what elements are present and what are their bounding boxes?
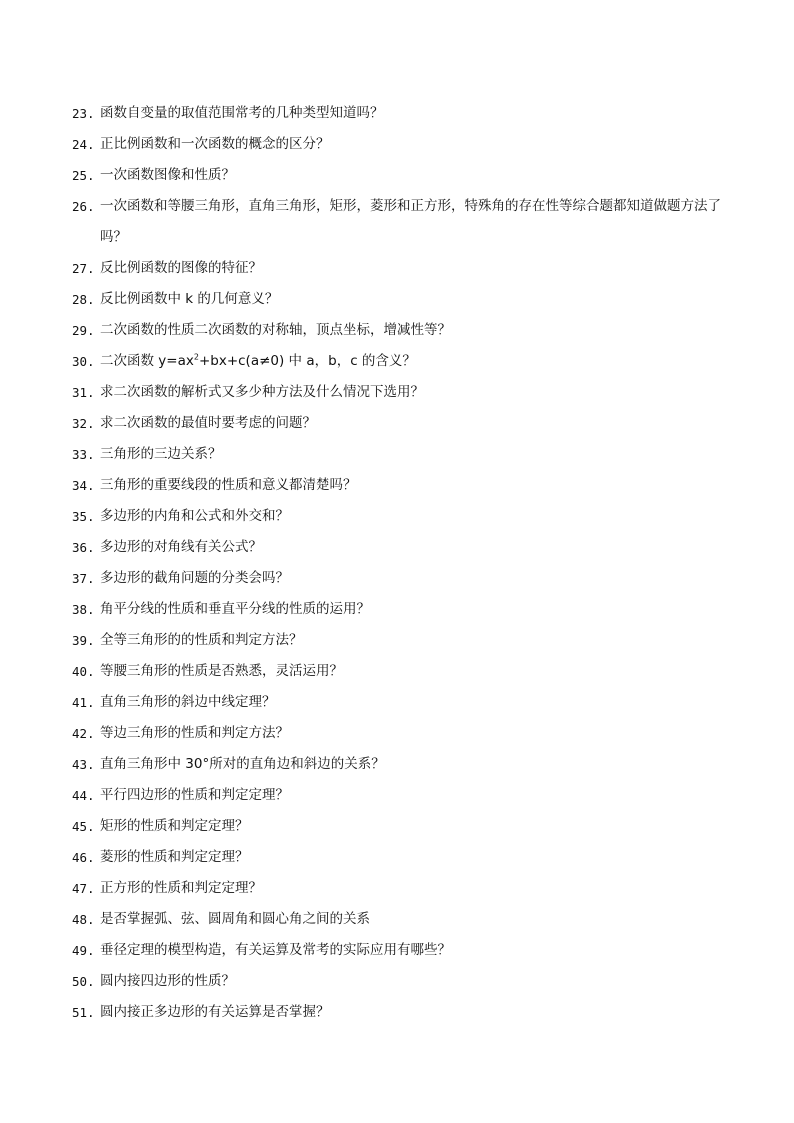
list-item [72, 346, 732, 377]
item-number: 47. [72, 881, 95, 896]
item-text: 多边形的对角线有关公式？ [100, 539, 262, 555]
item-number: 29. [72, 323, 95, 338]
list-item [72, 191, 732, 253]
item-number: 46. [72, 850, 95, 865]
item-text: 三角形的三边关系？ [100, 446, 222, 462]
item-text: 直角三角形中 30°所对的直角边和斜边的关系？ [100, 756, 385, 772]
item-text [100, 346, 732, 377]
list-item [72, 873, 732, 904]
list-item [72, 284, 732, 315]
list-item [72, 253, 732, 284]
exponent: 2 [193, 352, 199, 362]
list-item [72, 470, 732, 501]
item-number: 44. [72, 788, 95, 803]
item-text: 圆内接正多边形的有关运算是否掌握？ [100, 1004, 330, 1020]
item-number: 49. [72, 943, 95, 958]
item-number: 34. [72, 478, 95, 493]
list-item [72, 594, 732, 625]
item-number: 45. [72, 819, 95, 834]
item-number: 27. [72, 261, 95, 276]
item-text: 正比例函数和一次函数的概念的区分？ [100, 136, 330, 152]
list-item [72, 749, 732, 780]
item-number: 51. [72, 1005, 95, 1020]
item-number: 23. [72, 106, 95, 121]
item-number: 41. [72, 695, 95, 710]
item-text: 等边三角形的性质和判定方法？ [100, 725, 289, 741]
list-item [72, 98, 732, 129]
item-text: 二次函数的性质二次函数的对称轴，顶点坐标，增减性等？ [100, 322, 451, 338]
item-text: 矩形的性质和判定定理？ [100, 818, 249, 834]
list-item [72, 377, 732, 408]
item-number: 28. [72, 292, 95, 307]
item-text: 角平分线的性质和垂直平分线的性质的运用？ [100, 601, 370, 617]
list-item [72, 315, 732, 346]
item-number: 39. [72, 633, 95, 648]
item-number: 31. [72, 385, 95, 400]
item-number: 30. [72, 354, 95, 369]
item-text: 多边形的截角问题的分类会吗？ [100, 570, 289, 586]
list-item [72, 997, 732, 1028]
item-text: 菱形的性质和判定定理？ [100, 849, 249, 865]
list-item [72, 935, 732, 966]
list-item [72, 842, 732, 873]
item-text: 垂径定理的模型构造，有关运算及常考的实际应用有哪些？ [100, 942, 451, 958]
question-list [72, 98, 732, 1028]
item-text: 一次函数和等腰三角形，直角三角形，矩形，菱形和正方形，特殊角的存在性等综合题都知道做题方法了吗？ [100, 198, 721, 245]
list-item [72, 687, 732, 718]
item-text: 求二次函数的解析式又多少种方法及什么情况下选用？ [100, 384, 424, 400]
item-number: 37. [72, 571, 95, 586]
item-text: 函数自变量的取值范围常考的几种类型知道吗？ [100, 105, 384, 121]
item-text-post: +bx+c(a≠0) 中 a，b，c 的含义？ [198, 353, 416, 369]
list-item [72, 718, 732, 749]
item-number: 48. [72, 912, 95, 927]
list-item [72, 563, 732, 594]
item-number: 32. [72, 416, 95, 431]
item-number: 24. [72, 137, 95, 152]
item-number: 43. [72, 757, 95, 772]
list-item [72, 966, 732, 997]
item-text: 平行四边形的性质和判定定理？ [100, 787, 289, 803]
item-number: 35. [72, 509, 95, 524]
item-number: 25. [72, 168, 95, 183]
item-number: 50. [72, 974, 95, 989]
item-text: 圆内接四边形的性质？ [100, 973, 235, 989]
item-text: 求二次函数的最值时要考虑的问题？ [100, 415, 316, 431]
item-text: 一次函数图像和性质？ [100, 167, 235, 183]
list-item [72, 780, 732, 811]
list-item [72, 532, 732, 563]
item-number: 33. [72, 447, 95, 462]
item-text: 多边形的内角和公式和外交和？ [100, 508, 289, 524]
item-text: 三角形的重要线段的性质和意义都清楚吗？ [100, 477, 357, 493]
list-item [72, 129, 732, 160]
list-item [72, 160, 732, 191]
item-text: 反比例函数的图像的特征？ [100, 260, 262, 276]
item-text: 正方形的性质和判定定理？ [100, 880, 262, 896]
item-number: 42. [72, 726, 95, 741]
item-text: 全等三角形的的性质和判定方法？ [100, 632, 303, 648]
list-item [72, 904, 732, 935]
item-number: 26. [72, 199, 95, 214]
list-item [72, 439, 732, 470]
list-item [72, 625, 732, 656]
item-text: 反比例函数中 k 的几何意义？ [100, 291, 279, 307]
item-text: 直角三角形的斜边中线定理？ [100, 694, 276, 710]
item-text: 等腰三角形的性质是否熟悉，灵活运用？ [100, 663, 343, 679]
item-number: 40. [72, 664, 95, 679]
item-text: 是否掌握弧、弦、圆周角和圆心角之间的关系 [100, 911, 370, 927]
list-item [72, 811, 732, 842]
list-item [72, 408, 732, 439]
list-item [72, 501, 732, 532]
item-text-pre: 二次函数 y=ax [100, 353, 194, 369]
item-number: 38. [72, 602, 95, 617]
item-number: 36. [72, 540, 95, 555]
list-item [72, 656, 732, 687]
